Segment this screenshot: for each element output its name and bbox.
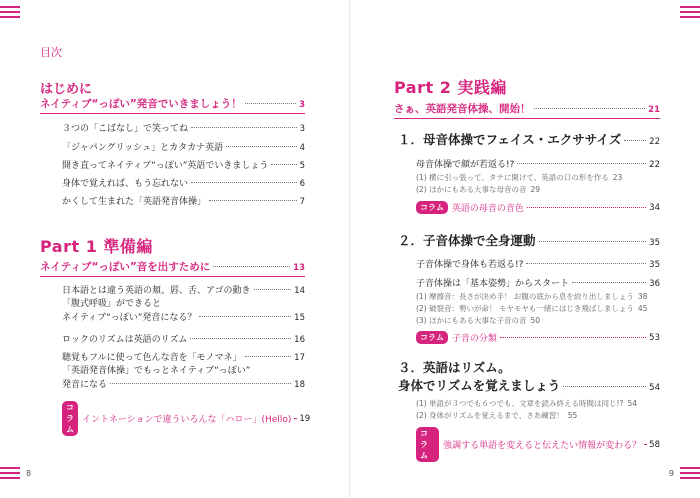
chapter-3-title[interactable]: ３．英語はリズム。 身体でリズムを覚えましょう 54 <box>398 360 660 393</box>
column-entry[interactable]: コラム 子音の分類 53 <box>416 331 660 344</box>
toc-entry[interactable]: 「ジャパングリッシュ」とカタカナ英語 4 <box>62 143 305 153</box>
page-number: 9 <box>668 469 674 478</box>
sub-note: (1) 摩擦音：長さが決め手！ お腹の底から息を絞り出しましょう 38 <box>416 292 648 301</box>
toc-entry[interactable]: 開き直ってネイティブ“っぽい”英語でいきましょう 5 <box>62 161 305 171</box>
toc-entry[interactable]: 日本語とは違う英語の頬、唇、舌、アゴの動き 14 <box>62 286 305 296</box>
column-entry[interactable]: コラム イントネーションで違ういろんな「ハロー」(Hello) 19 <box>62 401 305 436</box>
column-badge: コラム <box>62 401 78 436</box>
part2-subtitle[interactable]: さぁ、英語発音体操、開始！ 21 <box>394 101 660 119</box>
part2-title: Part 2 実践編 <box>394 78 507 97</box>
sub-note: (1) 横に引っ張って、タテに開けて、英語の口の形を作る 23 <box>416 173 623 182</box>
toc-entry[interactable]: 子音体操で身体も若返る!? 35 <box>416 260 660 270</box>
toc-entry[interactable]: ３つの「こばなし」で笑ってね 3 <box>62 124 305 134</box>
intro-subtitle[interactable]: ネイティブ“っぽい”発音でいきましょう！ 3 <box>40 96 305 114</box>
toc-entry[interactable]: ロックのリズムは英語のリズム 16 <box>62 335 305 345</box>
sub-note: (3) ほかにもある大事な子音の音 50 <box>416 316 541 325</box>
column-entry[interactable]: コラム 強調する単語を変えると伝えたい情報が変わる？ 58 <box>416 427 660 462</box>
toc-entry[interactable]: 「英語発音体操」でもっとネイティブ“っぽい” 発音になる 18 <box>62 366 305 390</box>
corner-stripes <box>0 467 20 479</box>
toc-entry[interactable]: 母音体操で顔が若返る!? 22 <box>416 160 660 170</box>
toc-entry[interactable]: 「腹式呼吸」ができると ネイティブ“っぽい”発音になる？ 15 <box>62 299 305 323</box>
intro-title: はじめに <box>40 82 93 97</box>
sub-note: (2) ほかにもある大事な母音の音 29 <box>416 185 541 194</box>
corner-stripes <box>0 6 20 18</box>
sub-note: (2) 身体がリズムを覚えるまで、さあ練習！ 55 <box>416 411 578 420</box>
right-page <box>350 0 700 498</box>
sub-note: (1) 単語が３つでも６つでも、文章を読み終える時間は同じ!? 54 <box>416 399 638 408</box>
chapter-2-title[interactable]: ２．子音体操で全身運動 35 <box>398 233 660 248</box>
part1-title: Part 1 準備編 <box>40 237 153 256</box>
toc-entry[interactable]: 子音体操は「基本姿勢」からスタート 36 <box>416 279 660 289</box>
toc-entry[interactable]: 身体で覚えれば、もう忘れない 6 <box>62 179 305 189</box>
toc-entry[interactable]: 聴覚もフルに使って色んな音を「モノマネ」 17 <box>62 353 305 363</box>
sub-note: (2) 破裂音：勢いが命！ モヤモヤも一緒にはじき飛ばしましょう 45 <box>416 304 648 313</box>
corner-stripes <box>680 467 700 479</box>
column-entry[interactable]: コラム 英語の母音の音色 34 <box>416 201 660 214</box>
toc-label: 目次 <box>40 46 62 59</box>
column-badge: コラム <box>416 427 439 462</box>
toc-entry[interactable]: かくして生まれた「英語発音体操」 7 <box>62 197 305 207</box>
corner-stripes <box>680 6 700 18</box>
column-badge: コラム <box>416 331 448 344</box>
column-badge: コラム <box>416 201 448 214</box>
page-number: 8 <box>26 469 32 478</box>
part1-subtitle[interactable]: ネイティブ“っぽい”音を出すために 13 <box>40 259 305 277</box>
chapter-1-title[interactable]: １．母音体操でフェイス・エクササイズ 22 <box>398 132 660 147</box>
